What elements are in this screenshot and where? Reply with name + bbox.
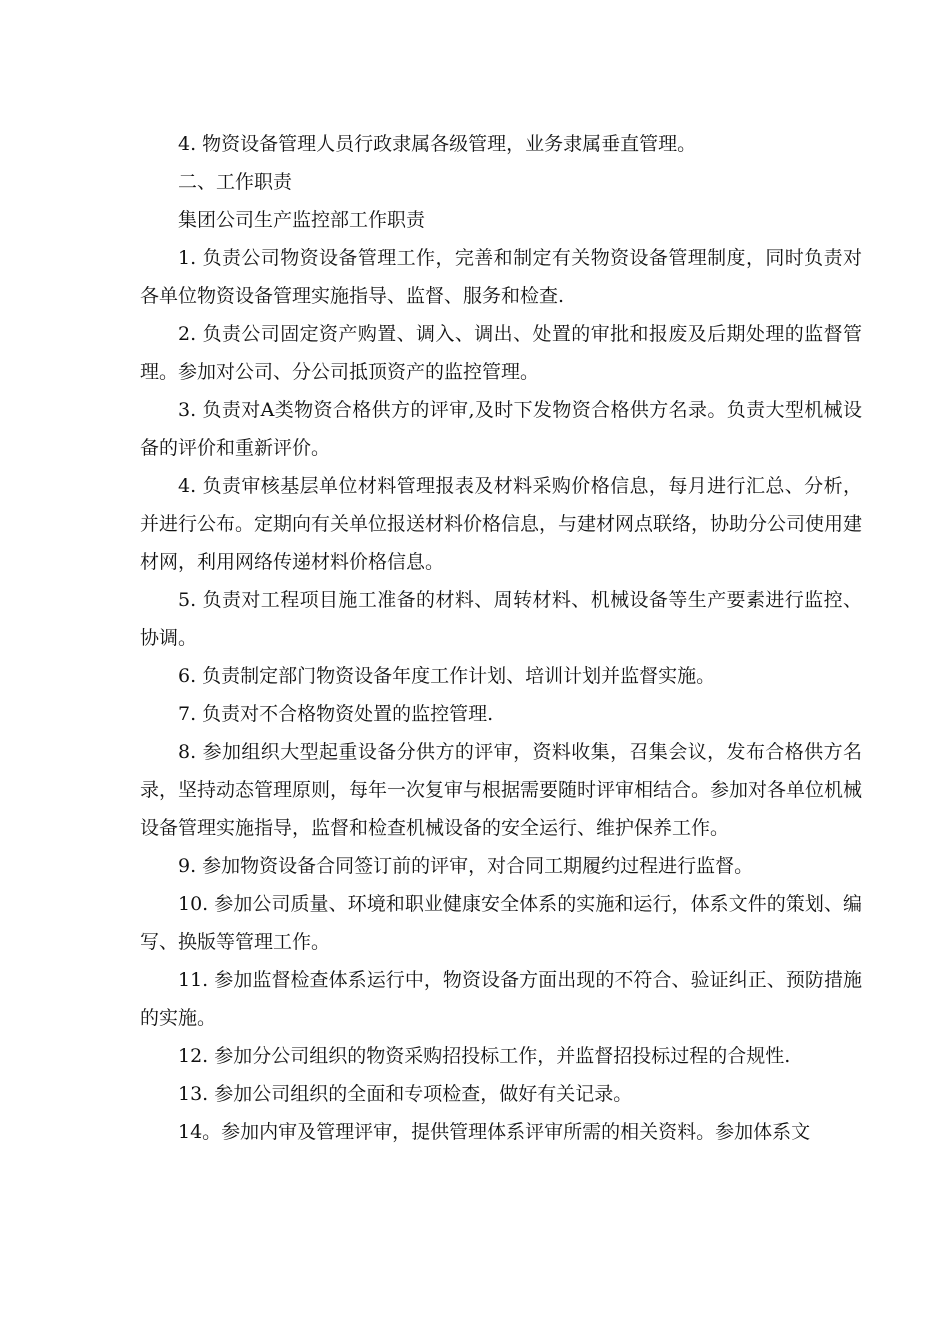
duty-item-2: 2. 负责公司固定资产购置、调入、调出、处置的审批和报废及后期处理的监督管理。参加对公司、分公司抵顶资产的监控管理。 [140,323,862,383]
duty-item-6: 6. 负责制定部门物资设备年度工作计划、培训计划并监督实施。 [178,665,716,687]
duty-item-7: 7. 负责对不合格物资处置的监控管理. [178,703,494,725]
duty-item-4: 4. 负责审核基层单位材料管理报表及材料采购价格信息，每月进行汇总、分析，并进行公布。定期向有关单位报送材料价格信息，与建材网点联络，协助分公司使用建材网，利用网络传递材料价格信息。 [140,475,863,573]
duty-item-14: 14。参加内审及管理评审，提供管理体系评审所需的相关资料。参加体系文 [178,1121,811,1143]
duty-item-8: 8. 参加组织大型起重设备分供方的评审，资料收集，召集会议，发布合格供方名录，坚持动态管理原则，每年一次复审与根据需要随时评审相结合。参加对各单位机械设备管理实施指导，监督和检查机械设备的安全运行、维护保养工作。 [140,741,863,839]
subheading-department-duties: 集团公司生产监控部工作职责 [178,209,426,231]
duty-item-5: 5. 负责对工程项目施工准备的材料、周转材料、机械设备等生产要素进行监控、协调。 [140,589,862,649]
duty-item-13: 13. 参加公司组织的全面和专项检查，做好有关记录。 [178,1083,633,1105]
duty-item-12: 12. 参加分公司组织的物资采购招投标工作，并监督招投标过程的合规性. [178,1045,791,1067]
duty-item-11: 11. 参加监督检查体系运行中，物资设备方面出现的不符合、验证纠正、预防措施的实施。 [140,969,862,1029]
document-body [140,125,862,1151]
paragraph-staff-affiliation: 4. 物资设备管理人员行政隶属各级管理，业务隶属垂直管理。 [178,133,697,155]
section-heading-work-duties: 二、工作职责 [178,171,293,193]
duty-item-9: 9. 参加物资设备合同签订前的评审，对合同工期履约过程进行监督。 [178,855,754,877]
duty-item-10: 10. 参加公司质量、环境和职业健康安全体系的实施和运行，体系文件的策划、编写、换版等管理工作。 [140,893,862,953]
duty-item-3: 3. 负责对A类物资合格供方的评审,及时下发物资合格供方名录。负责大型机械设备的评价和重新评价。 [140,399,862,459]
duty-item-1: 1. 负责公司物资设备管理工作，完善和制定有关物资设备管理制度，同时负责对各单位物资设备管理实施指导、监督、服务和检查. [140,247,862,307]
